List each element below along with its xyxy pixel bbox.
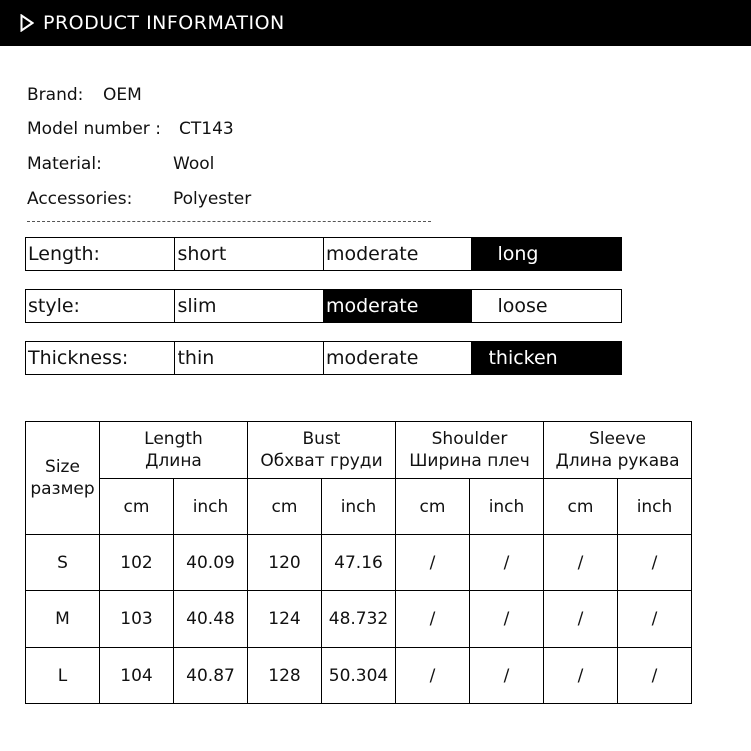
info-value: Polyester — [173, 189, 252, 209]
table-cell: 47.16 — [322, 535, 396, 591]
table-cell: 128 — [248, 648, 322, 704]
group-header-en: Sleeve — [589, 429, 646, 449]
table-cell: / — [396, 591, 470, 648]
play-triangle-icon — [20, 14, 34, 32]
unit-cell: inch — [618, 479, 692, 535]
info-label: Material: — [27, 154, 102, 174]
attribute-option-selected: moderate — [324, 290, 472, 322]
page-title: PRODUCT INFORMATION — [43, 12, 285, 34]
unit-cell: cm — [248, 479, 322, 535]
table-cell: 103 — [100, 591, 174, 648]
table-cell: / — [544, 535, 618, 591]
info-label: Brand: — [27, 85, 84, 105]
attribute-option-selected: thicken — [472, 342, 621, 374]
size-cell: S — [26, 535, 100, 591]
table-cell: / — [470, 535, 544, 591]
attribute-option: thin — [175, 342, 323, 374]
group-header-ru: Обхват груди — [260, 451, 383, 471]
attribute-row-thickness — [25, 341, 622, 375]
attribute-option: slim — [175, 290, 323, 322]
group-header-length — [100, 422, 248, 479]
info-row-model-number — [27, 119, 234, 139]
group-header-en: Shoulder — [431, 429, 508, 449]
table-cell: 124 — [248, 591, 322, 648]
table-cell: / — [396, 648, 470, 704]
attribute-option-selected: long — [472, 238, 621, 270]
table-cell: 40.09 — [174, 535, 248, 591]
group-header-ru: Длина — [145, 451, 202, 471]
table-row — [26, 535, 692, 591]
table-row — [26, 648, 692, 704]
info-value: Wool — [173, 154, 215, 174]
dashed-divider — [27, 221, 431, 222]
attribute-option: moderate — [324, 238, 472, 270]
header-bar — [0, 0, 751, 46]
table-header-row — [26, 422, 692, 479]
unit-cell: inch — [470, 479, 544, 535]
table-cell: / — [618, 648, 692, 704]
info-value: CT143 — [179, 119, 234, 139]
group-header-en: Bust — [302, 429, 341, 449]
table-cell: / — [544, 648, 618, 704]
group-header-en: Length — [144, 429, 203, 449]
info-value: OEM — [103, 85, 142, 105]
attribute-option: loose — [497, 295, 548, 317]
table-cell: 104 — [100, 648, 174, 704]
table-cell: / — [470, 591, 544, 648]
table-cell: / — [618, 535, 692, 591]
unit-cell: inch — [174, 479, 248, 535]
size-chart-table — [25, 421, 692, 704]
table-cell: / — [544, 591, 618, 648]
group-header-ru: Ширина плеч — [409, 451, 530, 471]
attribute-label: style: — [26, 290, 175, 322]
info-label: Model number : — [27, 119, 161, 139]
size-header-cell — [26, 422, 100, 535]
info-row-accessories — [27, 189, 252, 209]
size-cell: M — [26, 591, 100, 648]
unit-cell: inch — [322, 479, 396, 535]
attribute-option: short — [175, 238, 323, 270]
group-header-shoulder — [396, 422, 544, 479]
attribute-label: Length: — [26, 238, 175, 270]
size-cell: L — [26, 648, 100, 704]
unit-cell: cm — [544, 479, 618, 535]
table-row — [26, 591, 692, 648]
attribute-row-style — [25, 289, 622, 323]
table-cell: 120 — [248, 535, 322, 591]
size-header-en: Size — [45, 457, 80, 477]
table-cell: 50.304 — [322, 648, 396, 704]
group-header-ru: Длина рукава — [555, 451, 680, 471]
table-units-row — [26, 479, 692, 535]
attribute-row-length — [25, 237, 622, 271]
unit-cell: cm — [100, 479, 174, 535]
table-cell: 40.48 — [174, 591, 248, 648]
group-header-sleeve — [544, 422, 692, 479]
unit-cell: cm — [396, 479, 470, 535]
table-cell: 48.732 — [322, 591, 396, 648]
table-cell: 40.87 — [174, 648, 248, 704]
attribute-label: Thickness: — [26, 342, 175, 374]
info-label: Accessories: — [27, 189, 133, 209]
table-cell: / — [396, 535, 470, 591]
size-header-ru: размер — [30, 479, 95, 499]
info-row-brand — [27, 85, 142, 105]
info-row-material — [27, 154, 215, 174]
attribute-option: moderate — [324, 342, 472, 374]
table-cell: / — [618, 591, 692, 648]
table-cell: / — [470, 648, 544, 704]
table-cell: 102 — [100, 535, 174, 591]
group-header-bust — [248, 422, 396, 479]
